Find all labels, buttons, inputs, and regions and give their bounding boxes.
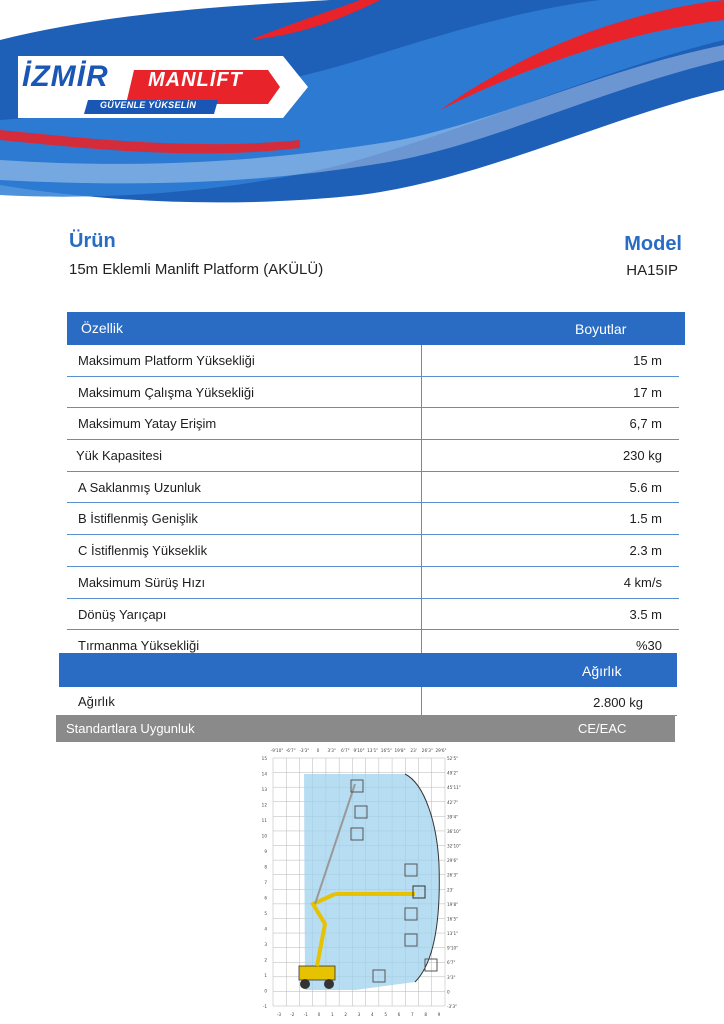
axis-tick-label: 13'1" [447, 931, 459, 937]
spec-label: Dönüş Yarıçapı [78, 606, 167, 622]
axis-tick-label: 13 [261, 787, 267, 792]
axis-tick-label: 3 [264, 942, 267, 947]
standards-row [56, 715, 675, 742]
axis-tick-label: 5 [384, 1012, 388, 1017]
spec-label: C İstiflenmiş Yükseklik [78, 543, 208, 559]
axis-tick-label: -6'7" [285, 748, 296, 753]
spec-label: Maksimum Platform Yüksekliği [78, 353, 255, 368]
axis-tick-label: 6 [264, 895, 267, 901]
axis-tick-label: -3 [276, 1012, 282, 1017]
axis-tick-label: 23' [447, 887, 454, 893]
axis-tick-label: 7 [410, 1012, 414, 1017]
axis-tick-label: -9'10" [270, 748, 284, 753]
axis-tick-label: 9'10" [447, 945, 459, 951]
spec-table-header [67, 312, 685, 345]
spec-table-body [67, 345, 679, 661]
axis-tick-label: 32'10" [447, 843, 461, 849]
axis-tick-label: 13'1" [367, 748, 379, 753]
spec-value: 15 m [633, 353, 662, 368]
spec-value: 230 kg [622, 448, 662, 464]
standards-label: Standartlara Uygunluk [66, 721, 195, 736]
axis-tick-label: -3'3" [299, 748, 310, 753]
axis-tick-label: 7 [264, 880, 267, 885]
product-name: 15m Eklemli Manlift Platform (AKÜLÜ) [69, 261, 324, 278]
axis-tick-label: 5 [264, 911, 267, 916]
axis-tick-label: 12 [261, 802, 267, 808]
axis-tick-label: -1 [303, 1012, 308, 1017]
spec-label: Maksimum Sürüş Hızı [78, 574, 206, 590]
axis-tick-label: 9'10" [353, 748, 365, 753]
table-row [67, 345, 679, 377]
axis-tick-label: 6'7" [447, 960, 456, 966]
standards-value: CE/EAC [578, 721, 627, 736]
spec-label: Maksimum Yatay Erişim [78, 416, 217, 432]
table-row [67, 440, 679, 472]
axis-tick-label: 3'3" [327, 748, 336, 753]
model-label: Model [624, 233, 682, 255]
axis-tick-label: 9 [437, 1012, 441, 1017]
axis-tick-label: 0 [316, 748, 320, 753]
table-row [67, 503, 679, 535]
axis-tick-label: 0 [264, 988, 267, 994]
axis-tick-label: 6'7" [341, 748, 350, 753]
table-row [59, 687, 677, 716]
axis-tick-label: 0 [317, 1012, 321, 1017]
axis-tick-label: 2 [344, 1012, 348, 1017]
spec-value: 2.3 m [629, 543, 662, 559]
spec-label: Maksimum Çalışma Yüksekliği [78, 384, 255, 400]
axis-tick-label: 14 [261, 771, 267, 777]
axis-tick-label: 42'7" [447, 799, 459, 805]
spec-value: 1.5 m [629, 511, 662, 527]
axis-tick-label: 52'5" [447, 756, 459, 761]
axis-tick-label: 1 [330, 1012, 334, 1017]
weight-header: Ağırlık [582, 663, 622, 679]
spec-value: %30 [635, 638, 662, 654]
axis-tick-label: 11 [261, 818, 267, 823]
axis-tick-label: -2 [290, 1012, 295, 1017]
axis-tick-label: 0 [447, 989, 450, 995]
weight-value: 2.800 kg [593, 695, 643, 710]
spec-label: A Saklanmış Uzunluk [78, 479, 201, 495]
axis-tick-label: 6 [397, 1012, 401, 1017]
axis-tick-label: 4 [264, 926, 267, 932]
spec-label: Tırmanma Yüksekliği [78, 638, 200, 654]
product-label: Ürün [69, 230, 116, 252]
weight-table-header [59, 653, 677, 687]
model-value: HA15IP [626, 262, 678, 279]
axis-tick-label: 16'5" [380, 748, 392, 753]
brand-name-part2: MANLİFT [148, 69, 243, 91]
axis-tick-label: 4 [370, 1012, 374, 1017]
table-row [67, 408, 679, 440]
axis-tick-label: -1 [262, 1004, 267, 1009]
axis-tick-label: 2 [264, 957, 267, 963]
axis-tick-label: 1 [264, 973, 267, 978]
brand-name-part1: İZMİR [22, 60, 109, 93]
axis-tick-label: 29'6" [447, 858, 459, 864]
axis-tick-label: -3'3" [447, 1004, 457, 1009]
axis-tick-label: 39'4" [447, 814, 459, 820]
axis-tick-label: 8 [264, 864, 267, 870]
spec-value: 4 km/s [623, 574, 662, 590]
table-row [67, 535, 679, 567]
axis-tick-label: 15 [261, 756, 267, 761]
axis-tick-label: 8 [424, 1012, 428, 1017]
spec-label: Yük Kapasitesi [76, 448, 162, 464]
brand-slogan: GÜVENLE YÜKSELİN [100, 100, 197, 110]
table-row [67, 599, 679, 631]
axis-tick-label: 45'11" [447, 785, 461, 791]
spec-label: B İstiflenmiş Genişlik [78, 511, 198, 527]
axis-tick-label: 36'10" [447, 828, 461, 834]
axis-tick-label: 26'3" [421, 748, 433, 753]
working-range-diagram [255, 744, 465, 1024]
axis-tick-label: 3 [357, 1012, 361, 1017]
axis-tick-label: 19'8" [394, 748, 406, 753]
spec-value: 5.6 m [629, 479, 662, 495]
spec-value: 3.5 m [629, 606, 662, 622]
axis-tick-label: 19'8" [447, 901, 459, 907]
axis-tick-label: 10 [261, 833, 267, 839]
axis-tick-label: 26'3" [447, 872, 459, 878]
axis-tick-label: 49'2" [447, 770, 459, 776]
spec-value: 17 m [633, 384, 662, 400]
spec-header-dimensions: Boyutlar [575, 321, 627, 337]
axis-tick-label: 23' [410, 748, 417, 753]
axis-tick-label: 16'5" [447, 916, 459, 922]
spec-value: 6,7 m [629, 416, 662, 432]
axis-tick-label: 9 [264, 849, 267, 854]
weight-label: Ağırlık [78, 694, 115, 709]
axis-tick-label: 29'6" [435, 748, 447, 753]
table-row [67, 377, 679, 409]
spec-header-feature: Özellik [81, 320, 124, 336]
table-row [67, 567, 679, 599]
table-row [67, 472, 679, 504]
working-envelope [304, 774, 439, 990]
axis-tick-label: 3'3" [447, 974, 456, 980]
